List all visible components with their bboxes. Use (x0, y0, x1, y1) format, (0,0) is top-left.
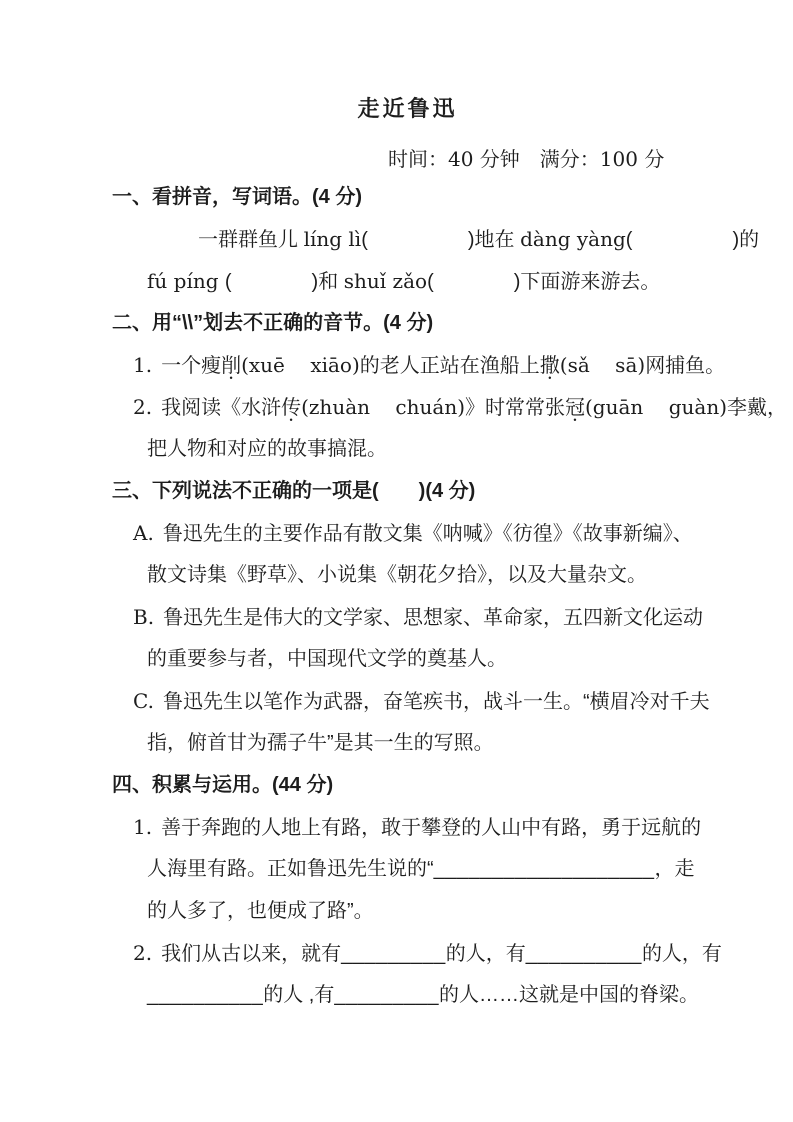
text-segment: 的人……这就是中国的脊梁。 (438, 984, 699, 1006)
emphasized-char: 撒 (539, 355, 560, 377)
option-b-line1 (112, 596, 703, 638)
answer-blank: _________ (341, 943, 446, 965)
section3-heading: 三、下列说法不正确的一项是( )(4 分) (112, 480, 476, 502)
text-segment: 的人，有 (445, 943, 526, 965)
pinyin-segment: fú píng (147, 269, 225, 293)
emphasized-char: 削 (221, 355, 242, 377)
option-text: 鲁迅先生的主要作品有散文集《呐喊》《彷徨》《故事新编》、 (162, 523, 693, 545)
item-number: 1. (133, 815, 153, 839)
text-segment: 善于奔跑的人地上有路，敢于攀登的人山中有路，勇于远航的 (161, 817, 702, 839)
pinyin-choice: (xuē xiāo) (241, 353, 360, 377)
option-c-line1 (112, 680, 710, 722)
pinyin-segment: líng lì (303, 227, 362, 251)
page-title: 走近鲁迅 (357, 96, 458, 122)
text-segment: 网捕鱼。 (645, 355, 726, 377)
text-segment: 我阅读《水浒 (161, 397, 282, 419)
option-letter: C. (133, 689, 154, 713)
item-number: 1. (133, 353, 153, 377)
section2-item2-line2: 把人物和对应的故事搞混。 (147, 438, 387, 460)
option-c-line2: 指，俯首甘为孺子牛”是其一生的写照。 (147, 732, 494, 754)
text-segment: 的人，有 (641, 943, 722, 965)
text-segment: 一群群鱼儿 (198, 229, 304, 251)
pinyin-segment: shuǐ zǎo (343, 269, 428, 293)
option-a-line2: 散文诗集《野草》、小说集《朝花夕拾》，以及大量杂文。 (147, 564, 647, 586)
section1-heading: 一、看拼音，写词语。(4 分) (112, 186, 362, 208)
answer-blank: __________ (525, 943, 642, 965)
text-segment: 》时常常张 (465, 397, 565, 419)
answer-paren-blank: ( )下面游来游去。 (427, 271, 661, 293)
option-letter: A. (133, 521, 154, 545)
text-segment: ，走 (654, 858, 695, 880)
text-segment: 我们从古以来，就有 (161, 943, 342, 965)
answer-paren-blank: ( )的 (625, 229, 760, 251)
answer-blank: __________ (147, 984, 264, 1006)
pinyin-choice: (zhuàn chuán) (301, 395, 465, 419)
option-text: 鲁迅先生是伟大的文学家、思想家、革命家，五四新文化运动 (163, 607, 704, 629)
section4-heading: 四、积累与运用。(44 分) (112, 774, 334, 796)
answer-paren-blank: ( )地在 (361, 229, 521, 251)
option-a-line1 (112, 512, 703, 554)
text-segment: 的老人正站在渔船上 (359, 355, 540, 377)
section2-item2-line1 (112, 386, 788, 428)
section2-heading: 二、用“\\”划去不正确的音节。(4 分) (112, 312, 434, 334)
text-segment: 的人 ,有 (263, 984, 335, 1006)
section1-line1 (112, 218, 760, 260)
option-letter: B. (133, 605, 155, 629)
exam-meta: 时间：40 分钟 满分：100 分 (388, 147, 665, 171)
answer-blank: ___________________ (433, 858, 655, 880)
section4-item2-line1 (112, 932, 722, 974)
answer-blank: _________ (334, 984, 439, 1006)
question-body (112, 176, 788, 1016)
section4-item2-line2 (112, 974, 703, 1016)
section1-line2 (112, 260, 703, 302)
text-segment: 一个瘦 (161, 355, 222, 377)
text-segment: 李戴， (727, 397, 788, 419)
section4-item1-line2 (112, 848, 703, 890)
answer-paren-blank: ( )和 (224, 271, 344, 293)
option-b-line2: 的重要参与者，中国现代文学的奠基人。 (147, 648, 507, 670)
item-number: 2. (133, 941, 153, 965)
emphasized-char: 冠 (565, 397, 585, 419)
section2-item1 (112, 344, 726, 386)
pinyin-segment: dàng yàng (520, 227, 626, 251)
pinyin-choice: (guān guàn) (585, 395, 728, 419)
item-number: 2. (133, 395, 153, 419)
section4-item1-line1 (112, 806, 703, 848)
option-text: 鲁迅先生以笔作为武器，奋笔疾书，战斗一生。“横眉冷对千夫 (162, 691, 710, 713)
emphasized-char: 传 (281, 397, 302, 419)
text-segment: 人海里有路。正如鲁迅先生说的“ (147, 858, 434, 880)
section4-item1-line3: 的人多了，也便成了路”。 (147, 900, 374, 922)
pinyin-choice: (sǎ sā) (559, 353, 646, 377)
